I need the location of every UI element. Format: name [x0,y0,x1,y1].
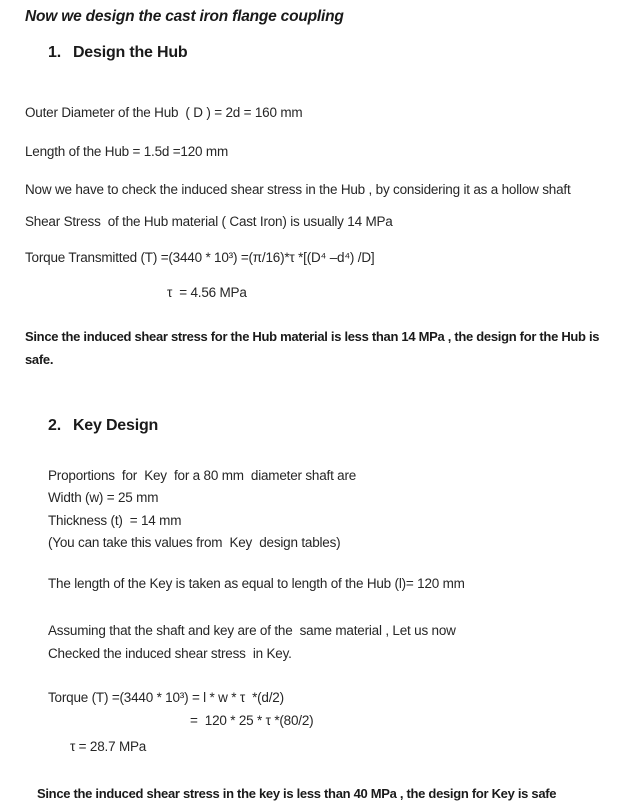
paragraph-hub-conclusion: Since the induced shear stress for the Hub material is less than 14 MPa , the design for the Hub is safe. [25,329,600,367]
line-key-torque-formula: Torque (T) =(3440 * 10³) = l * w * τ *(d/2) [48,690,284,705]
paragraph-key-conclusion: Since the induced shear stress in the key is less than 40 MPa , the design for Key is safe [37,786,557,801]
line-key-tables-note: (You can take this values from Key design tables) [48,535,341,550]
line-key-assuming: Assuming that the shaft and key are of the same material , Let us now [48,623,456,638]
line-key-torque-eval: = 120 * 25 * τ *(80/2) [190,713,314,728]
line-key-tau-result: τ = 28.7 MPa [70,739,147,754]
section-2-title: Key Design [72,417,159,434]
line-key-thickness: Thickness (t) = 14 mm [48,513,182,528]
section-1-title: Design the Hub [72,44,188,61]
line-key-proportions: Proportions for Key for a 80 mm diameter shaft are [48,468,357,483]
section-1-number: 1. [48,44,61,61]
line-hub-tau-result: τ = 4.56 MPa [167,285,247,300]
section-1-heading [48,44,188,62]
line-key-length: The length of the Key is taken as equal to length of the Hub (l)= 120 mm [48,576,465,591]
line-key-checked: Checked the induced shear stress in Key. [48,646,292,661]
line-key-width: Width (w) = 25 mm [48,490,159,505]
line-hub-outer-diameter: Outer Diameter of the Hub ( D ) = 2d = 160 mm [25,105,303,120]
line-hub-torque-formula: Torque Transmitted (T) =(3440 * 10³) =(π/16)*τ *[(D⁴ –d⁴) /D] [25,250,375,265]
document-title: Now we design the cast iron flange coupling [25,8,344,25]
section-2-heading [48,417,158,435]
line-hub-length: Length of the Hub = 1.5d =120 mm [25,144,228,159]
line-hub-check-note: Now we have to check the induced shear stress in the Hub , by considering it as a hollow shaft [25,182,571,197]
line-hub-shear-stress-note: Shear Stress of the Hub material ( Cast Iron) is usually 14 MPa [25,214,393,229]
section-2-number: 2. [48,417,61,434]
